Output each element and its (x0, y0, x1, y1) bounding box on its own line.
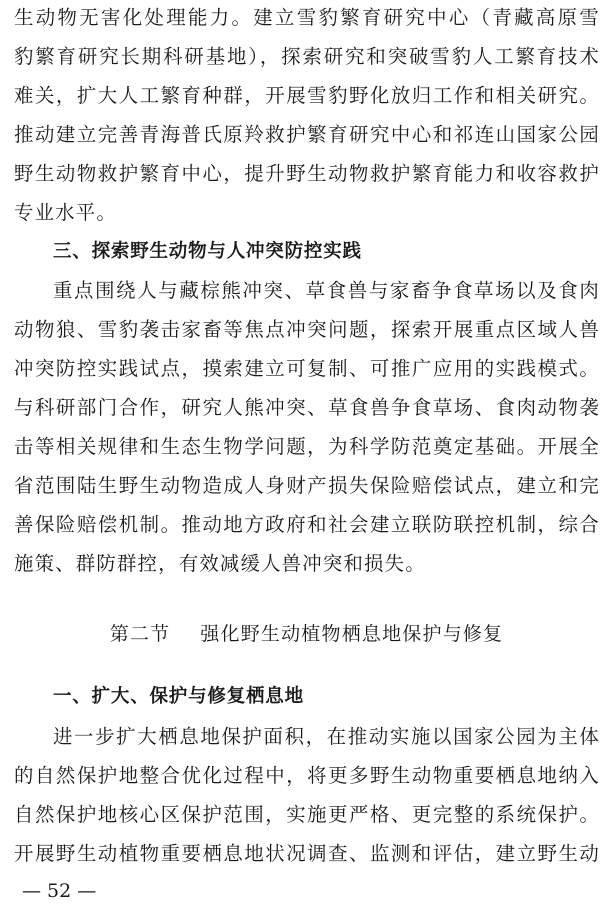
paragraph-line: 豹繁育研究长期科研基地），探索研究和突破雪豹人工繁育技术 (14, 45, 600, 68)
paragraph-line: 省范围陆生野生动物造成人身财产损失保险赔偿试点，建立和完 (14, 474, 600, 497)
paragraph-line: 动物狼、雪豹袭击家畜等焦点冲突问题，探索开展重点区域人兽 (14, 318, 600, 341)
section-title (0, 617, 613, 651)
paragraph-line: 的自然保护地整合优化过程中，将更多野生动物重要栖息地纳入 (14, 764, 600, 787)
subsection-heading: 一、扩大、保护与修复栖息地 (53, 686, 304, 707)
paragraph-line: 善保险赔偿机制。推动地方政府和社会建立联防联控机制，综合 (14, 513, 600, 536)
paragraph-line: 推动建立完善青海普氏原羚救护繁育研究中心和祁连山国家公园 (14, 123, 600, 146)
page-number: — 52 — (22, 880, 97, 902)
paragraph-line: 专业水平。 (14, 201, 117, 224)
paragraph-line: 冲突防控实践试点，摸索建立可复制、可推广应用的实践模式。 (14, 357, 600, 380)
paragraph-line: 施策、群防群控，有效减缓人兽冲突和损失。 (14, 552, 426, 575)
paragraph-line: 自然保护地核心区保护范围，实施更严格、更完整的系统保护。 (14, 803, 600, 826)
paragraph-line: 生动物无害化处理能力。建立雪豹繁育研究中心（青藏高原雪 (14, 6, 600, 29)
section-heading: 三、探索野生动物与人冲突防控实践 (53, 241, 362, 262)
paragraph-line: 与科研部门合作，研究人熊冲突、草食兽争食草场、食肉动物袭 (14, 396, 600, 419)
paragraph-line: 进一步扩大栖息地保护面积，在推动实施以国家公园为主体 (53, 725, 600, 748)
paragraph-line: 野生动物救护繁育中心，提升野生动物救护繁育能力和收容救护 (14, 162, 600, 185)
section-name: 强化野生动植物栖息地保护与修复 (200, 623, 504, 645)
paragraph-line: 重点围绕人与藏棕熊冲突、草食兽与家畜争食草场以及食肉 (53, 279, 600, 302)
paragraph-line: 难关，扩大人工繁育种群，开展雪豹野化放归工作和相关研究。 (14, 84, 600, 107)
section-number: 第二节 (109, 623, 171, 645)
paragraph-line: 开展野生动植物重要栖息地状况调查、监测和评估，建立野生动 (14, 842, 600, 865)
paragraph-line: 击等相关规律和生态生物学问题，为科学防范奠定基础。开展全 (14, 435, 600, 458)
